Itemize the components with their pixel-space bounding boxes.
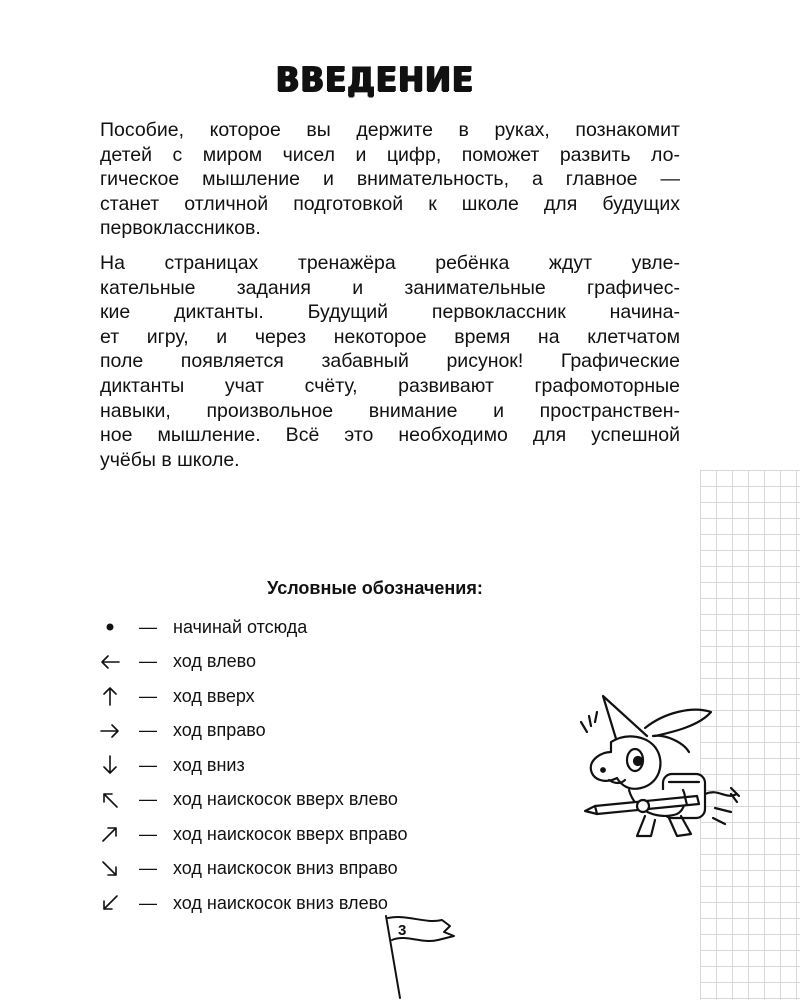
text-line: детей с миром чисел и цифр, поможет развить ло- bbox=[100, 143, 680, 166]
text-line: На страницах тренажёра ребёнка ждут увле- bbox=[100, 251, 680, 274]
text-line: кательные задания и занимательные графичес- bbox=[100, 276, 680, 299]
legend-text: ход наискосок вверх влево bbox=[173, 789, 398, 810]
legend-text: ход наискосок вверх вправо bbox=[173, 823, 408, 844]
text-line: ет игру, и через некоторое время на клетчатом bbox=[100, 325, 680, 348]
arrow-down-left-icon bbox=[97, 894, 123, 912]
legend-item bbox=[97, 645, 408, 680]
text-line: поле появляется забавный рисунок! Графические bbox=[100, 350, 680, 373]
legend-dash: — bbox=[139, 789, 157, 810]
text-line: диктанты учат счёту, развивают графомоторные bbox=[100, 374, 680, 397]
text-line: гическое мышление и внимательность, а главное — bbox=[100, 168, 680, 191]
legend-dash: — bbox=[139, 892, 157, 913]
arrow-down-right-icon bbox=[97, 860, 123, 878]
text-line: учёбы в школе. bbox=[100, 448, 240, 471]
legend-dash: — bbox=[139, 651, 157, 672]
text-line: ное мышление. Всё это необходимо для успешной bbox=[100, 424, 680, 447]
legend-dash: — bbox=[139, 616, 157, 637]
arrow-left-icon bbox=[97, 653, 123, 671]
legend-item bbox=[97, 610, 408, 645]
legend-text: ход наискосок вниз влево bbox=[173, 892, 388, 913]
legend-dash: — bbox=[139, 823, 157, 844]
legend-dash: — bbox=[139, 685, 157, 706]
legend-item bbox=[97, 783, 408, 818]
arrow-down-icon bbox=[97, 754, 123, 776]
intro-text bbox=[72, 118, 680, 482]
legend-item bbox=[97, 748, 408, 783]
legend-text: ход вверх bbox=[173, 685, 255, 706]
page-title: ВВЕДЕНИЕ bbox=[275, 60, 475, 100]
legend-text: ход вправо bbox=[173, 720, 266, 741]
donkey-mascot-illustration bbox=[565, 690, 765, 850]
legend-dash: — bbox=[139, 858, 157, 879]
text-line: навыки, произвольное внимание и пространствен- bbox=[100, 399, 680, 422]
text-line: кие диктанты. Будущий первоклассник начина- bbox=[100, 301, 680, 324]
legend-text: ход наискосок вниз вправо bbox=[173, 858, 398, 879]
intro-paragraph-2 bbox=[72, 251, 680, 472]
arrow-up-right-icon bbox=[97, 825, 123, 843]
legend-item bbox=[97, 852, 408, 887]
legend-text: ход вниз bbox=[173, 754, 245, 775]
text-line: Пособие, которое вы держите в руках, познакомит bbox=[100, 119, 680, 141]
dot-icon bbox=[97, 622, 123, 632]
text-line: первоклассников. bbox=[100, 217, 261, 240]
legend-item bbox=[97, 714, 408, 749]
legend-title: Условные обозначения: bbox=[267, 578, 483, 598]
legend-item bbox=[97, 679, 408, 714]
page-flag-icon bbox=[380, 912, 480, 1000]
arrow-up-icon bbox=[97, 685, 123, 707]
arrow-right-icon bbox=[97, 722, 123, 740]
legend-text: начинай отсюда bbox=[173, 616, 308, 637]
intro-paragraph-1 bbox=[72, 118, 680, 241]
legend-text: ход влево bbox=[173, 651, 256, 672]
page-number: 3 bbox=[398, 922, 407, 939]
text-line: станет отличной подготовкой к школе для будущих bbox=[100, 192, 680, 215]
legend-dash: — bbox=[139, 754, 157, 775]
legend-list bbox=[97, 610, 408, 921]
legend-dash: — bbox=[139, 720, 157, 741]
legend-item bbox=[97, 817, 408, 852]
arrow-up-left-icon bbox=[97, 791, 123, 809]
legend-item bbox=[97, 886, 408, 921]
